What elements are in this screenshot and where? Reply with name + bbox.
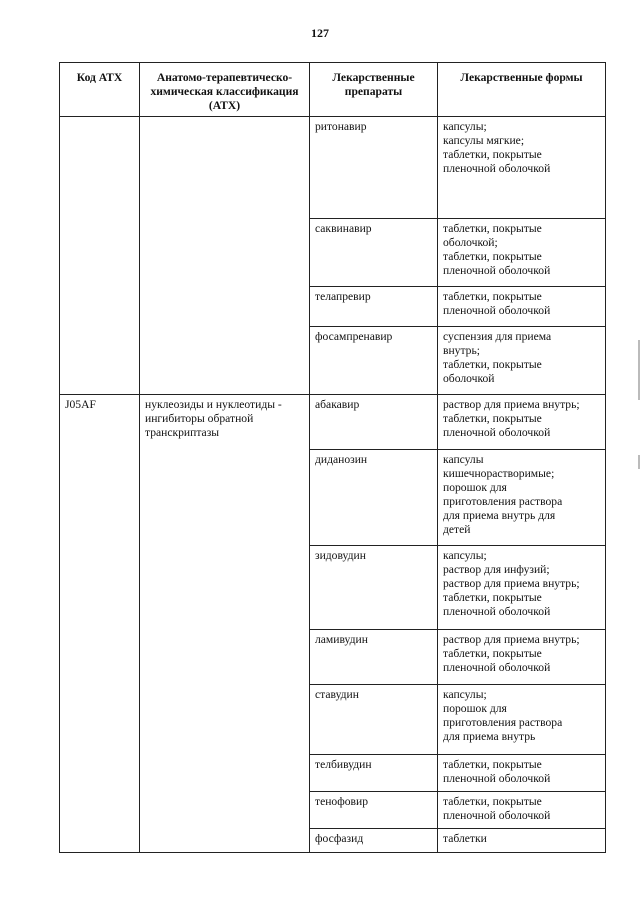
- class-cell: нуклеозиды и нуклеотиды - ингибиторы обратной транскриптазы: [140, 395, 310, 853]
- header-code: Код АТХ: [60, 63, 140, 117]
- code-cell: J05AF: [60, 395, 140, 853]
- code-cell: [60, 117, 140, 395]
- page-number: 127: [311, 26, 329, 40]
- header-drugs: Лекарственные препараты: [310, 63, 438, 117]
- drug-cell: ритонавир: [310, 117, 438, 219]
- drug-cell: саквинавир: [310, 219, 438, 287]
- drug-cell: зидовудин: [310, 546, 438, 630]
- forms-cell: капсулы; капсулы мягкие; таблетки, покрытые пленочной оболочкой: [438, 117, 606, 219]
- forms-cell: раствор для приема внутрь; таблетки, покрытые пленочной оболочкой: [438, 630, 606, 685]
- drug-cell: тенофовир: [310, 792, 438, 829]
- forms-cell: капсулы; порошок для приготовления раствора для приема внутрь: [438, 685, 606, 755]
- forms-cell: таблетки: [438, 829, 606, 853]
- forms-cell: таблетки, покрытые пленочной оболочкой: [438, 755, 606, 792]
- table-row: [60, 117, 606, 219]
- drug-cell: фосфазид: [310, 829, 438, 853]
- forms-cell: суспензия для приема внутрь; таблетки, покрытые оболочкой: [438, 327, 606, 395]
- forms-cell: таблетки, покрытые пленочной оболочкой: [438, 792, 606, 829]
- forms-cell: капсулы; раствор для инфузий; раствор для приема внутрь; таблетки, покрытые пленочной оболочкой: [438, 546, 606, 630]
- forms-cell: раствор для приема внутрь; таблетки, покрытые пленочной оболочкой: [438, 395, 606, 450]
- drug-cell: телапревир: [310, 287, 438, 327]
- drug-cell: диданозин: [310, 450, 438, 546]
- forms-cell: таблетки, покрытые оболочкой; таблетки, покрытые пленочной оболочкой: [438, 219, 606, 287]
- atx-table: [59, 62, 606, 853]
- drug-cell: абакавир: [310, 395, 438, 450]
- header-row: [60, 63, 606, 117]
- drug-cell: телбивудин: [310, 755, 438, 792]
- forms-cell: таблетки, покрытые пленочной оболочкой: [438, 287, 606, 327]
- header-classification: Анатомо-терапевтическо-химическая классификация (АТХ): [140, 63, 310, 117]
- forms-cell: капсулы кишечнорастворимые; порошок для приготовления раствора для приема внутрь для детей: [438, 450, 606, 546]
- table-row: [60, 395, 606, 450]
- drug-cell: фосампренавир: [310, 327, 438, 395]
- drug-cell: ламивудин: [310, 630, 438, 685]
- class-cell: [140, 117, 310, 395]
- drug-cell: ставудин: [310, 685, 438, 755]
- header-forms: Лекарственные формы: [438, 63, 606, 117]
